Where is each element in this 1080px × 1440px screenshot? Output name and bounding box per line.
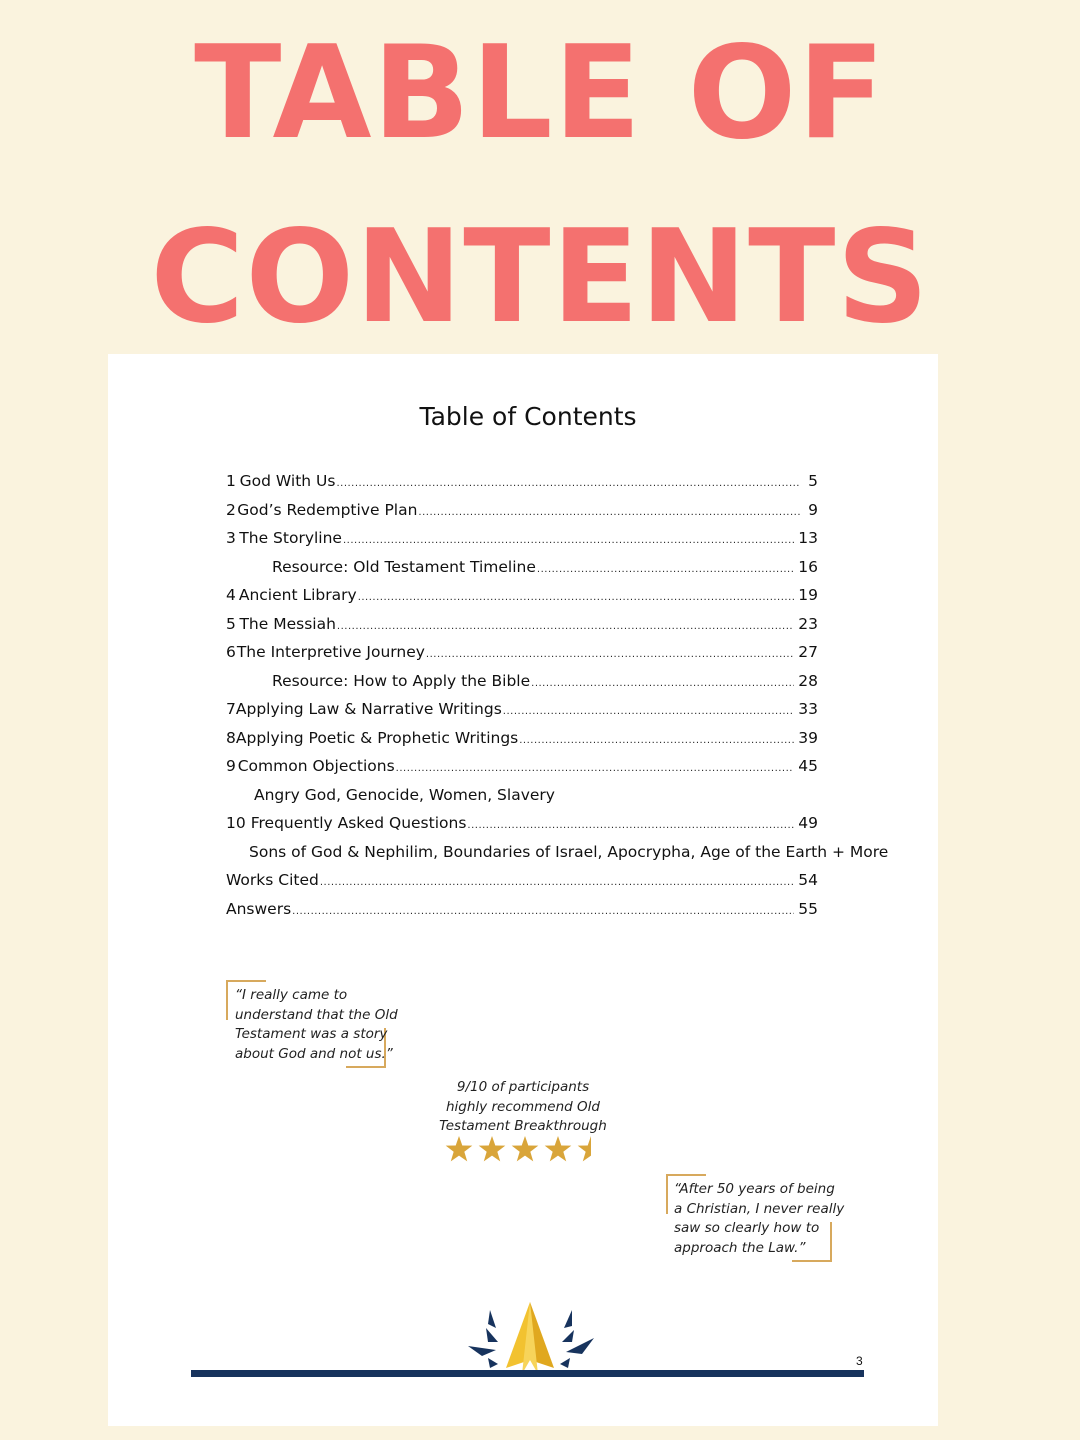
quote-line: a Christian, I never really <box>674 1200 845 1217</box>
footer-rule <box>191 1370 864 1377</box>
toc-entry-page: 27 <box>798 643 818 661</box>
toc-entry <box>226 558 818 587</box>
participant-stat <box>428 1078 618 1137</box>
quote-line: understand that the Old <box>235 1006 398 1023</box>
toc-entry-page: 55 <box>798 899 818 918</box>
toc-entry <box>226 814 818 843</box>
toc-dot-leader <box>320 877 794 888</box>
toc-dot-leader <box>537 564 794 575</box>
toc-entry-title: Resource: How to Apply the Bible <box>272 671 531 690</box>
quote-line: approach the Law.” <box>674 1239 806 1256</box>
quote-line: Testament was a story <box>235 1026 388 1042</box>
star-icon <box>512 1136 539 1161</box>
star-icon <box>446 1136 473 1161</box>
toc-entry <box>226 615 818 644</box>
toc-entry-title: Ancient Library <box>238 586 357 604</box>
toc-dot-leader <box>336 478 800 489</box>
toc-entry-title: The Storyline <box>239 529 342 547</box>
toc-entry-title: Resource: Old Testament Timeline <box>272 557 536 576</box>
toc-entry-page: 45 <box>798 757 818 775</box>
toc-entry-title: The Messiah <box>239 614 336 633</box>
toc-entry-page: 9 <box>808 500 818 519</box>
toc-entry-page: 5 <box>808 472 818 490</box>
quote-line: “After 50 years of being <box>674 1181 835 1197</box>
toc-entry-number: 1 <box>226 472 236 490</box>
toc-entry-page: 54 <box>798 871 818 889</box>
quote-line: “I really came to <box>235 987 348 1003</box>
toc-entry-page: 28 <box>798 671 818 690</box>
testimonial-quote-1 <box>235 986 398 1064</box>
toc-entry-number: 8 <box>226 728 236 747</box>
toc-topic-note <box>226 786 818 815</box>
paper-plane-logo-icon <box>460 1298 596 1378</box>
toc-entry-page: 39 <box>798 728 818 747</box>
toc-entry-title: Answers <box>226 899 292 918</box>
document-page <box>108 354 938 1426</box>
toc-entry <box>226 672 818 701</box>
toc-dot-leader <box>503 706 794 717</box>
toc-entry <box>226 501 818 530</box>
toc-entry-title: God With Us <box>239 472 336 490</box>
toc-entry-title: God’s Redemptive Plan <box>237 500 418 519</box>
toc-entry-number: 5 <box>226 614 236 633</box>
toc-entry-number: 2 <box>226 500 236 519</box>
star-icon <box>545 1136 572 1161</box>
toc-entry-page: 23 <box>798 614 818 633</box>
toc-entry-number: 3 <box>226 529 236 547</box>
toc-list <box>226 472 889 928</box>
toc-dot-leader <box>426 649 794 660</box>
stat-line: 9/10 of participants <box>456 1079 590 1095</box>
page-number: 3 <box>856 1354 863 1368</box>
toc-entry-title: Applying Law & Narrative Writings <box>235 700 502 718</box>
toc-entry <box>226 729 818 758</box>
testimonial-quote-2 <box>674 1180 844 1258</box>
toc-note-text: Sons of God & Nephilim, Boundaries of Israel, Apocrypha, Age of the Earth + More <box>249 842 889 861</box>
hero-title-line-1: TABLE OF <box>194 19 886 168</box>
star-rating <box>444 1134 604 1164</box>
toc-entry <box>226 586 818 615</box>
toc-entry-page: 33 <box>798 700 818 718</box>
toc-entry <box>226 900 818 929</box>
toc-entry-title: Applying Poetic & Prophetic Writings <box>235 728 519 747</box>
toc-entry-title: The Interpretive Journey <box>236 643 425 661</box>
toc-entry-number: 7 <box>226 700 236 718</box>
toc-entry-title: Common Objections <box>237 757 395 775</box>
toc-dot-leader <box>519 735 794 746</box>
toc-entry <box>226 757 818 786</box>
toc-entry-page: 16 <box>798 557 818 576</box>
toc-entry <box>226 643 818 672</box>
toc-entry-title: Works Cited <box>226 871 319 889</box>
toc-entry-number: 6 <box>226 643 236 661</box>
toc-entry-page: 19 <box>798 586 818 604</box>
stat-line: Testament Breakthrough <box>439 1118 607 1134</box>
toc-entry-page: 13 <box>798 529 818 547</box>
star-icon <box>479 1136 506 1161</box>
toc-note-text: Angry God, Genocide, Women, Slavery <box>254 785 555 804</box>
quote-line: about God and not us.” <box>235 1045 393 1062</box>
toc-dot-leader <box>418 507 800 518</box>
toc-dot-leader <box>292 906 794 917</box>
toc-dot-leader <box>343 535 794 546</box>
quote-line: saw so clearly how to <box>674 1220 820 1236</box>
toc-dot-leader <box>396 763 795 774</box>
toc-entry-title: Frequently Asked Questions <box>250 814 467 832</box>
toc-entry <box>226 472 818 501</box>
hero-title-line-2: CONTENTS <box>150 203 930 352</box>
toc-dot-leader <box>467 820 794 831</box>
toc-topic-note <box>226 842 889 872</box>
document-title: Table of Contents <box>419 402 637 431</box>
toc-entry <box>226 700 818 729</box>
toc-dot-leader <box>531 678 794 689</box>
stat-line: highly recommend Old <box>446 1098 600 1115</box>
toc-entry <box>226 871 818 900</box>
toc-dot-leader <box>337 621 794 632</box>
toc-entry-number: 10 <box>226 814 246 832</box>
toc-entry <box>226 529 818 558</box>
half-star-icon <box>578 1136 604 1161</box>
toc-dot-leader <box>358 592 795 603</box>
toc-entry-page: 49 <box>798 814 818 832</box>
toc-entry-number: 9 <box>226 757 236 775</box>
toc-entry-number: 4 <box>226 586 236 604</box>
